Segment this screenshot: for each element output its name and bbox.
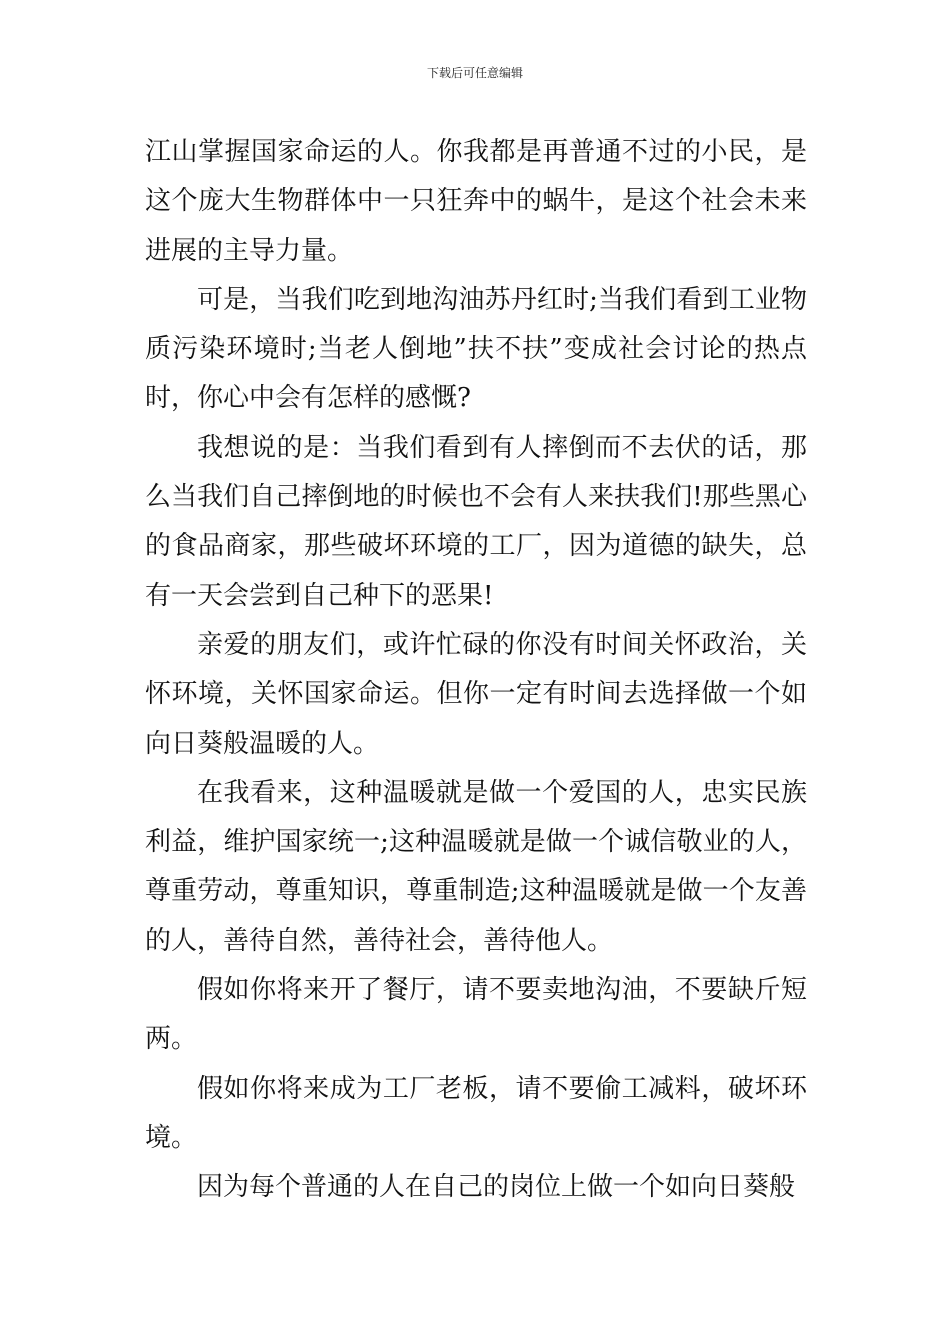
document-body <box>145 128 807 1213</box>
paragraph: 在我看来，这种温暖就是做一个爱国的人，忠实民族利益，维护国家统一;这种温暖就是做一个诚信敬业的人，尊重劳动，尊重知识，尊重制造;这种温暖就是做一个友善的人，善待自然，善待社会，善待他人。 <box>145 777 807 956</box>
paragraph: 我想说的是：当我们看到有人摔倒而不去伏的话，那么当我们自己摔倒地的时候也不会有人来扶我们!那些黑心的食品商家，那些破坏环境的工厂，因为道德的缺失，总有一天会尝到自己种下的恶果! <box>145 432 807 611</box>
paragraph: 假如你将来成为工厂老板，请不要偷工减料，破坏环境。 <box>145 1073 807 1153</box>
paragraph: 亲爱的朋友们，或许忙碌的你没有时间关怀政治，关怀环境，关怀国家命运。但你一定有时间去选择做一个如向日葵般温暖的人。 <box>145 629 807 759</box>
paragraph: 因为每个普通的人在自己的岗位上做一个如向日葵般 <box>197 1172 796 1203</box>
paragraph: 可是，当我们吃到地沟油苏丹红时;当我们看到工业物质污染环境时;当老人倒地”扶不扶”变成社会讨论的热点时，你心中会有怎样的感慨? <box>145 284 807 414</box>
paragraph: 假如你将来开了餐厅，请不要卖地沟油，不要缺斤短两。 <box>145 975 807 1055</box>
download-note: 下载后可任意编辑 <box>426 66 523 80</box>
paragraph: 江山掌握国家命运的人。你我都是再普通不过的小民，是这个庞大生物群体中一只狂奔中的蜗牛，是这个社会未来进展的主导力量。 <box>145 137 807 266</box>
